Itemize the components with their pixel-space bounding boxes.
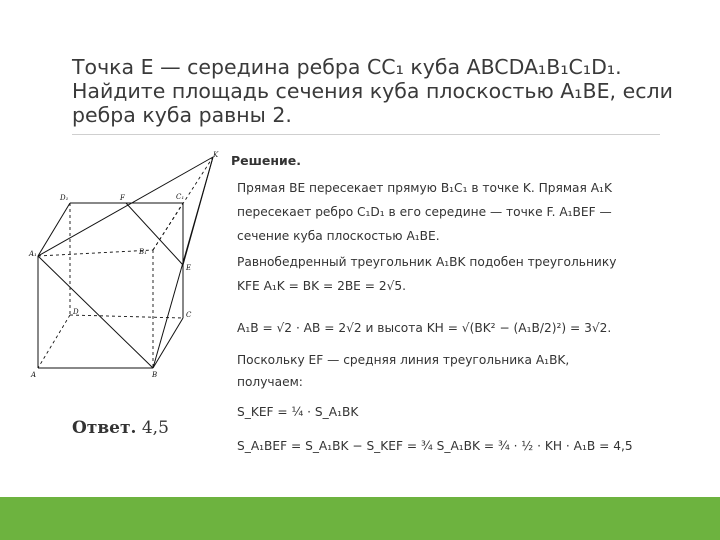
solution-line: Поскольку EF — средняя линия треугольника A₁BK, [237,353,570,367]
solution-line: KFE A₁K = BK = 2BE = 2√5. [237,279,406,293]
problem-statement [72,55,672,127]
label-C1: C₁ [176,193,185,201]
label-D1: D₁ [60,194,69,202]
label-D: D [73,308,79,316]
solution [231,153,671,453]
label-K: K [213,151,219,159]
solution-line: Равнобедренный треугольник A₁BK подобен треугольнику [237,255,617,269]
answer-label: Ответ. [72,418,137,438]
problem-line: Точка E — середина ребра CC₁ куба ABCDA₁B₁C₁D₁. [72,55,622,79]
solution-line: S_KEF = ¼ · S_A₁BK [237,405,359,419]
label-C: C [186,311,192,319]
label-E: E [186,264,192,272]
solution-header: Решение. [231,153,302,168]
cube-figure [28,150,233,385]
divider [72,134,660,135]
answer [72,418,169,438]
problem-line: Найдите площадь сечения куба плоскостью A₁BE, если [72,79,673,103]
solution-line: сечение куба плоскостью A₁BE. [237,229,440,243]
label-F: F [120,194,125,202]
label-A: A [31,371,37,379]
label-B: B [152,371,158,379]
footer-accent-bar [0,497,720,540]
label-B1: B₁ [139,248,147,256]
solution-line: S_A₁BEF = S_A₁BK − S_KEF = ¾ S_A₁BK = ¾ · ½ · KH · A₁B = 4,5 [237,439,633,453]
problem-line: ребра куба равны 2. [72,103,292,127]
solution-line: Прямая BE пересекает прямую B₁C₁ в точке K. Прямая A₁K [237,181,612,195]
answer-value: 4,5 [141,418,169,438]
solution-line: получаем: [237,375,303,389]
solution-line: A₁B = √2 · AB = 2√2 и высота KH = √(BK² − (A₁B/2)²) = 3√2. [237,321,612,335]
solution-line: пересекает ребро C₁D₁ в его середине — точке F. A₁BEF — [237,205,612,219]
label-A1: A₁ [29,250,37,258]
